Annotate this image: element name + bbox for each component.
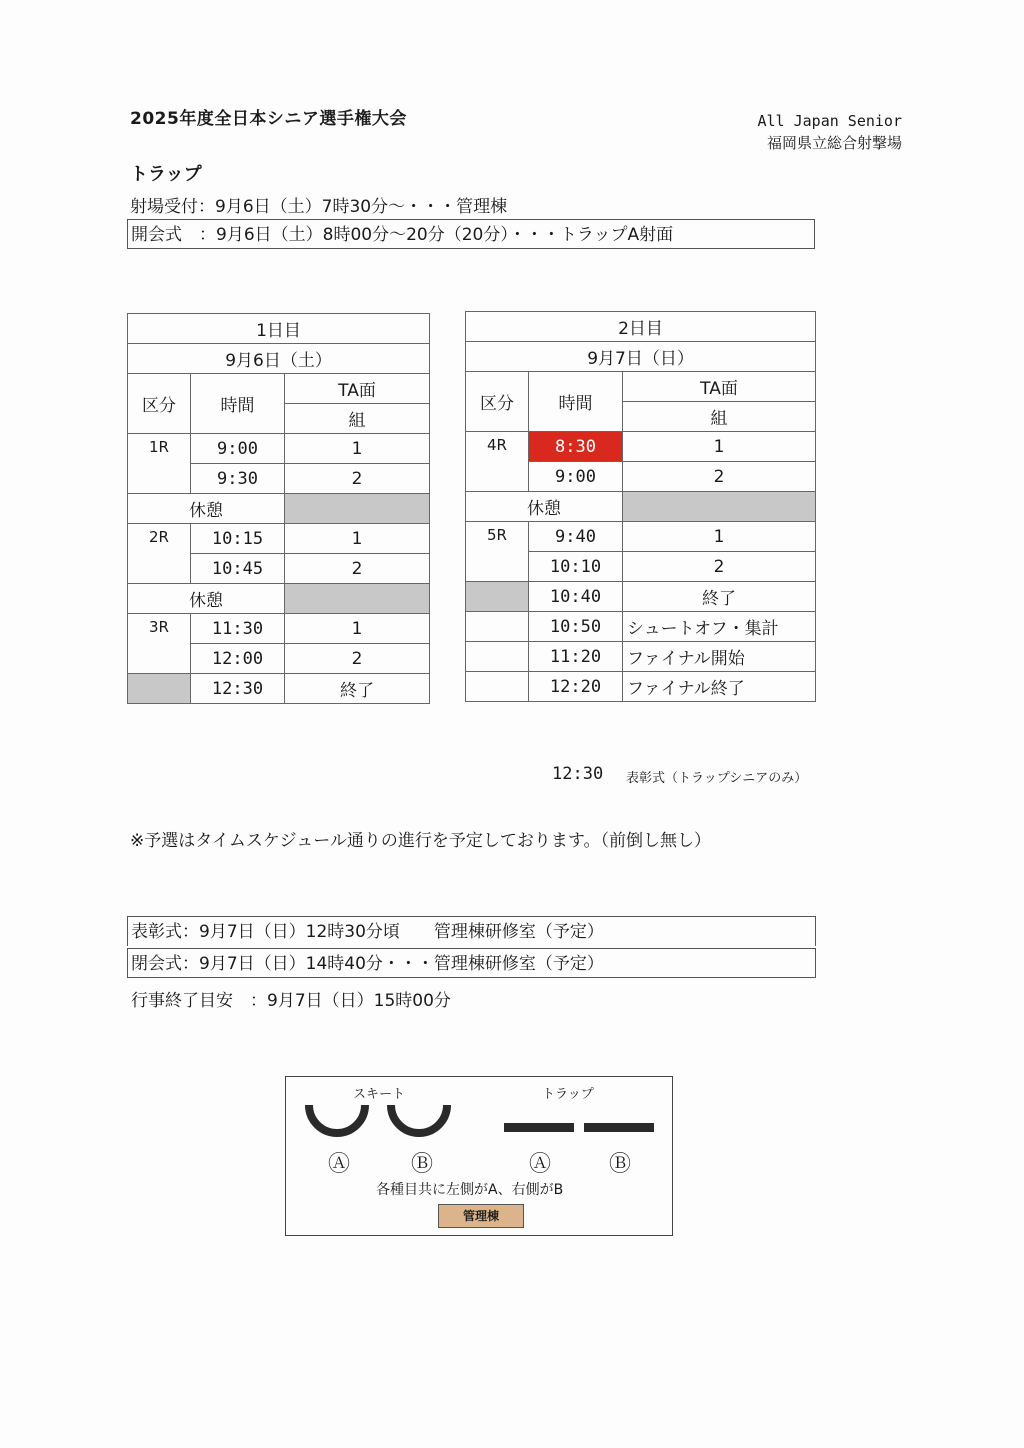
event-end-line: 行事終了目安 ：9月7日（日）15時00分 [131, 991, 451, 1011]
time-cell: 11:30 [191, 614, 285, 644]
col-group: 組 [623, 402, 816, 432]
round-label: 5R [466, 522, 529, 582]
group-cell: 2 [285, 464, 430, 494]
empty-cell [466, 672, 529, 702]
gray-cell [285, 494, 430, 524]
trap-b-marker: Ⓑ [609, 1152, 632, 1177]
time-cell: 10:45 [191, 554, 285, 584]
highlighted-time-cell: 8:30 [529, 432, 623, 462]
col-group: 組 [285, 404, 430, 434]
org-english: All Japan Senior [757, 112, 902, 130]
skeet-a-marker: Ⓐ [328, 1152, 351, 1177]
col-face: TA面 [285, 374, 430, 404]
closing-line: 閉会式：9月7日（日）14時40分・・・管理棟研修室（予定） [127, 948, 816, 978]
day2-schedule-table [465, 311, 816, 702]
time-cell: 12:20 [529, 672, 623, 702]
gray-cell [623, 492, 816, 522]
break-cell: 休憩 [466, 492, 623, 522]
trap-a-marker: Ⓐ [529, 1152, 552, 1177]
event-name: トラップ [130, 164, 202, 185]
round-label: 4R [466, 432, 529, 492]
time-cell: 9:30 [191, 464, 285, 494]
end-cell: 終了 [623, 582, 816, 612]
group-cell: 1 [623, 522, 816, 552]
skeet-label: スキート [353, 1087, 406, 1102]
time-cell: 10:50 [529, 612, 623, 642]
trap-label: トラップ [542, 1087, 594, 1102]
col-division: 区分 [128, 374, 191, 434]
day1-schedule-table [127, 313, 430, 704]
shootoff-cell: シュートオフ・集計 [623, 612, 816, 642]
round-label: 1R [128, 434, 191, 494]
col-face: TA面 [623, 372, 816, 402]
final-start-cell: ファイナル開始 [623, 642, 816, 672]
skeet-b-arc [391, 1105, 447, 1133]
schedule-note: ※予選はタイムスケジュール通りの進行を予定しております。（前倒し無し） [130, 831, 712, 851]
time-cell: 10:15 [191, 524, 285, 554]
trap-a-bar [504, 1123, 574, 1132]
time-cell: 10:10 [529, 552, 623, 582]
group-cell: 1 [623, 432, 816, 462]
time-cell: 9:00 [191, 434, 285, 464]
gray-cell [128, 674, 191, 704]
group-cell: 2 [623, 552, 816, 582]
management-building: 管理棟 [438, 1204, 524, 1228]
col-division: 区分 [466, 372, 529, 432]
skeet-a-arc [309, 1105, 365, 1133]
reception-line: 射場受付：9月6日（土）7時30分～・・・管理棟 [130, 197, 508, 217]
org-japanese: 福岡県立総合射撃場 [766, 134, 902, 152]
range-layout-diagram [285, 1076, 673, 1236]
award-note: 表彰式（トラップシニアのみ） [626, 771, 808, 786]
time-cell: 10:40 [529, 582, 623, 612]
col-time: 時間 [529, 372, 623, 432]
end-cell: 終了 [285, 674, 430, 704]
group-cell: 2 [623, 462, 816, 492]
final-end-cell: ファイナル終了 [623, 672, 816, 702]
diagram-caption: 各種目共に左側がA、右側がB [376, 1182, 564, 1198]
break-cell: 休憩 [128, 494, 285, 524]
opening-line: 開会式 ：9月6日（土）8時00分～20分（20分）・・・トラップA射面 [127, 219, 815, 249]
award-time: 12:30 [552, 764, 604, 784]
document-title: 2025年度全日本シニア選手権大会 [130, 109, 407, 129]
day2-date: 9月7日（日） [466, 342, 816, 372]
empty-cell [466, 612, 529, 642]
gray-cell [466, 582, 529, 612]
time-cell: 9:40 [529, 522, 623, 552]
col-time: 時間 [191, 374, 285, 434]
group-cell: 1 [285, 524, 430, 554]
skeet-b-marker: Ⓑ [411, 1152, 434, 1177]
award-line: 表彰式：9月7日（日）12時30分頃 管理棟研修室（予定） [127, 916, 816, 946]
gray-cell [285, 584, 430, 614]
break-cell: 休憩 [128, 584, 285, 614]
day2-label: 2日目 [466, 312, 816, 342]
round-label: 3R [128, 614, 191, 674]
day1-date: 9月6日（土） [128, 344, 430, 374]
time-cell: 12:00 [191, 644, 285, 674]
time-cell: 9:00 [529, 462, 623, 492]
group-cell: 2 [285, 554, 430, 584]
time-cell: 11:20 [529, 642, 623, 672]
group-cell: 1 [285, 434, 430, 464]
skeet-fields-icon [302, 1101, 462, 1143]
organization [758, 110, 903, 154]
group-cell: 2 [285, 644, 430, 674]
group-cell: 1 [285, 614, 430, 644]
empty-cell [466, 642, 529, 672]
day1-label: 1日目 [128, 314, 430, 344]
trap-b-bar [584, 1123, 654, 1132]
time-cell: 12:30 [191, 674, 285, 704]
round-label: 2R [128, 524, 191, 584]
